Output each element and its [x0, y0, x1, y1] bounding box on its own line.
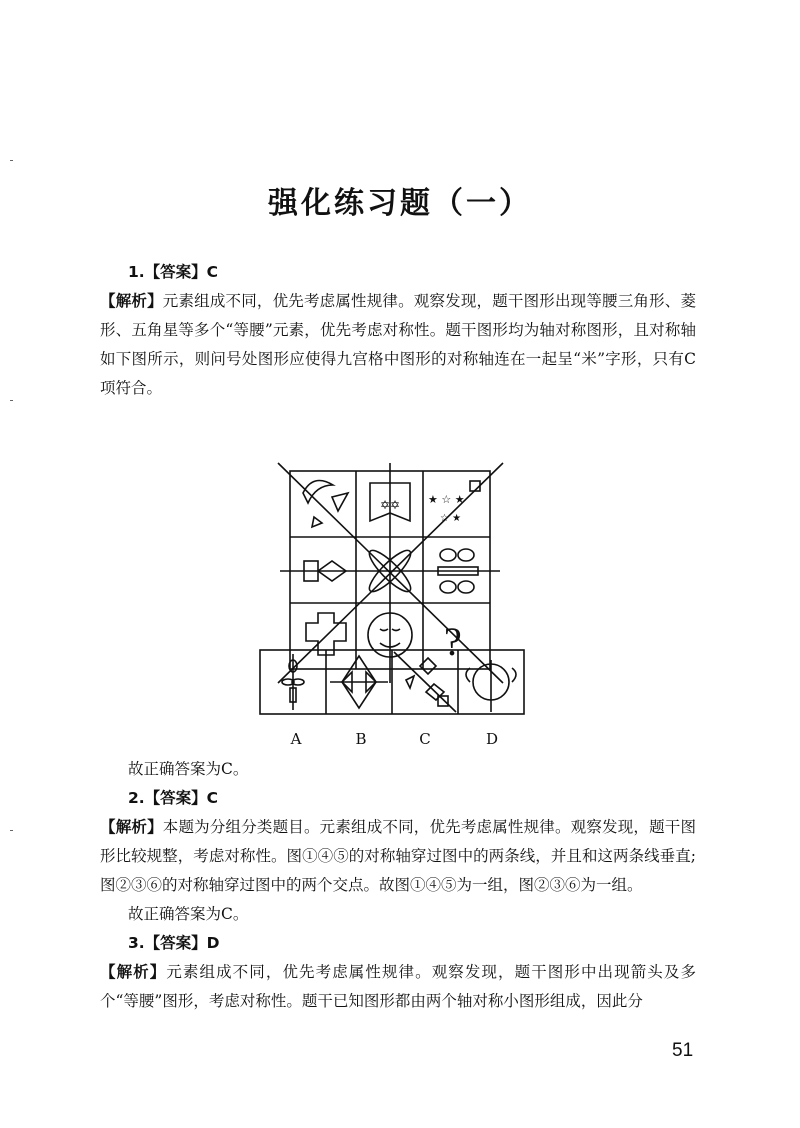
- q1-analysis: [100, 287, 696, 403]
- svg-text:✡✡: ✡✡: [380, 498, 401, 512]
- q2-answer: [100, 784, 696, 813]
- option-label-c: C: [419, 730, 431, 748]
- margin-mark: [10, 400, 13, 401]
- q1-analysis-text: 元素组成不同，优先考虑属性规律。观察发现，题干图形出现等腰三角形、菱形、五角星等多个“等腰”元素，优先考虑对称性。题干图形均为轴对称图形，且对称轴如下图所示，则问号处图形应使得九宫格中图形的对称轴连在一起呈“米”字形，只有C项符合。: [100, 292, 696, 397]
- q2-analysis: [100, 813, 696, 900]
- option-label-b: B: [355, 730, 367, 748]
- q2-answer-line: 2.【答案】C: [128, 789, 219, 807]
- q1-answer-line: 1.【答案】C: [128, 263, 219, 281]
- svg-text:☆ ★: ☆ ★: [440, 513, 462, 524]
- margin-mark: [10, 160, 13, 161]
- svg-text:?: ?: [444, 619, 462, 664]
- q3-answer-line: 3.【答案】D: [128, 934, 220, 952]
- q2-conclusion: 故正确答案为C。: [128, 905, 249, 923]
- svg-text:★ ☆ ★: ★ ☆ ★: [428, 493, 465, 506]
- q1-answer: [100, 258, 696, 287]
- page-number: 51: [672, 1040, 694, 1061]
- q2-analysis-label: 【解析】: [100, 818, 163, 836]
- options-strip: [258, 648, 528, 718]
- q2-analysis-text: 本题为分组分类题目。元素组成不同，优先考虑属性规律。观察发现，题干图形比较规整，考虑对称性。图①④⑤的对称轴穿过图中的两条线，并且和这两条线垂直;图②③⑥的对称轴穿过图中的两个交点。故图①④⑤为一组，图②③⑥为一组。: [100, 818, 696, 894]
- q1-conclusion: 故正确答案为C。: [128, 760, 249, 778]
- q1-analysis-label: 【解析】: [100, 292, 163, 310]
- margin-mark: [10, 830, 13, 831]
- option-label-a: A: [290, 730, 302, 748]
- q3-analysis: [100, 958, 696, 1016]
- q3-answer: [100, 929, 696, 958]
- page-title: 强化练习题（一）: [268, 186, 532, 221]
- q3-analysis-text: 元素组成不同，优先考虑属性规律。观察发现，题干图形中出现箭头及多个“等腰”图形，考虑对称性。题干已知图形都由两个轴对称小图形组成，因此分: [100, 963, 696, 1010]
- option-label-d: D: [485, 730, 499, 748]
- q3-analysis-label: 【解析】: [100, 963, 167, 981]
